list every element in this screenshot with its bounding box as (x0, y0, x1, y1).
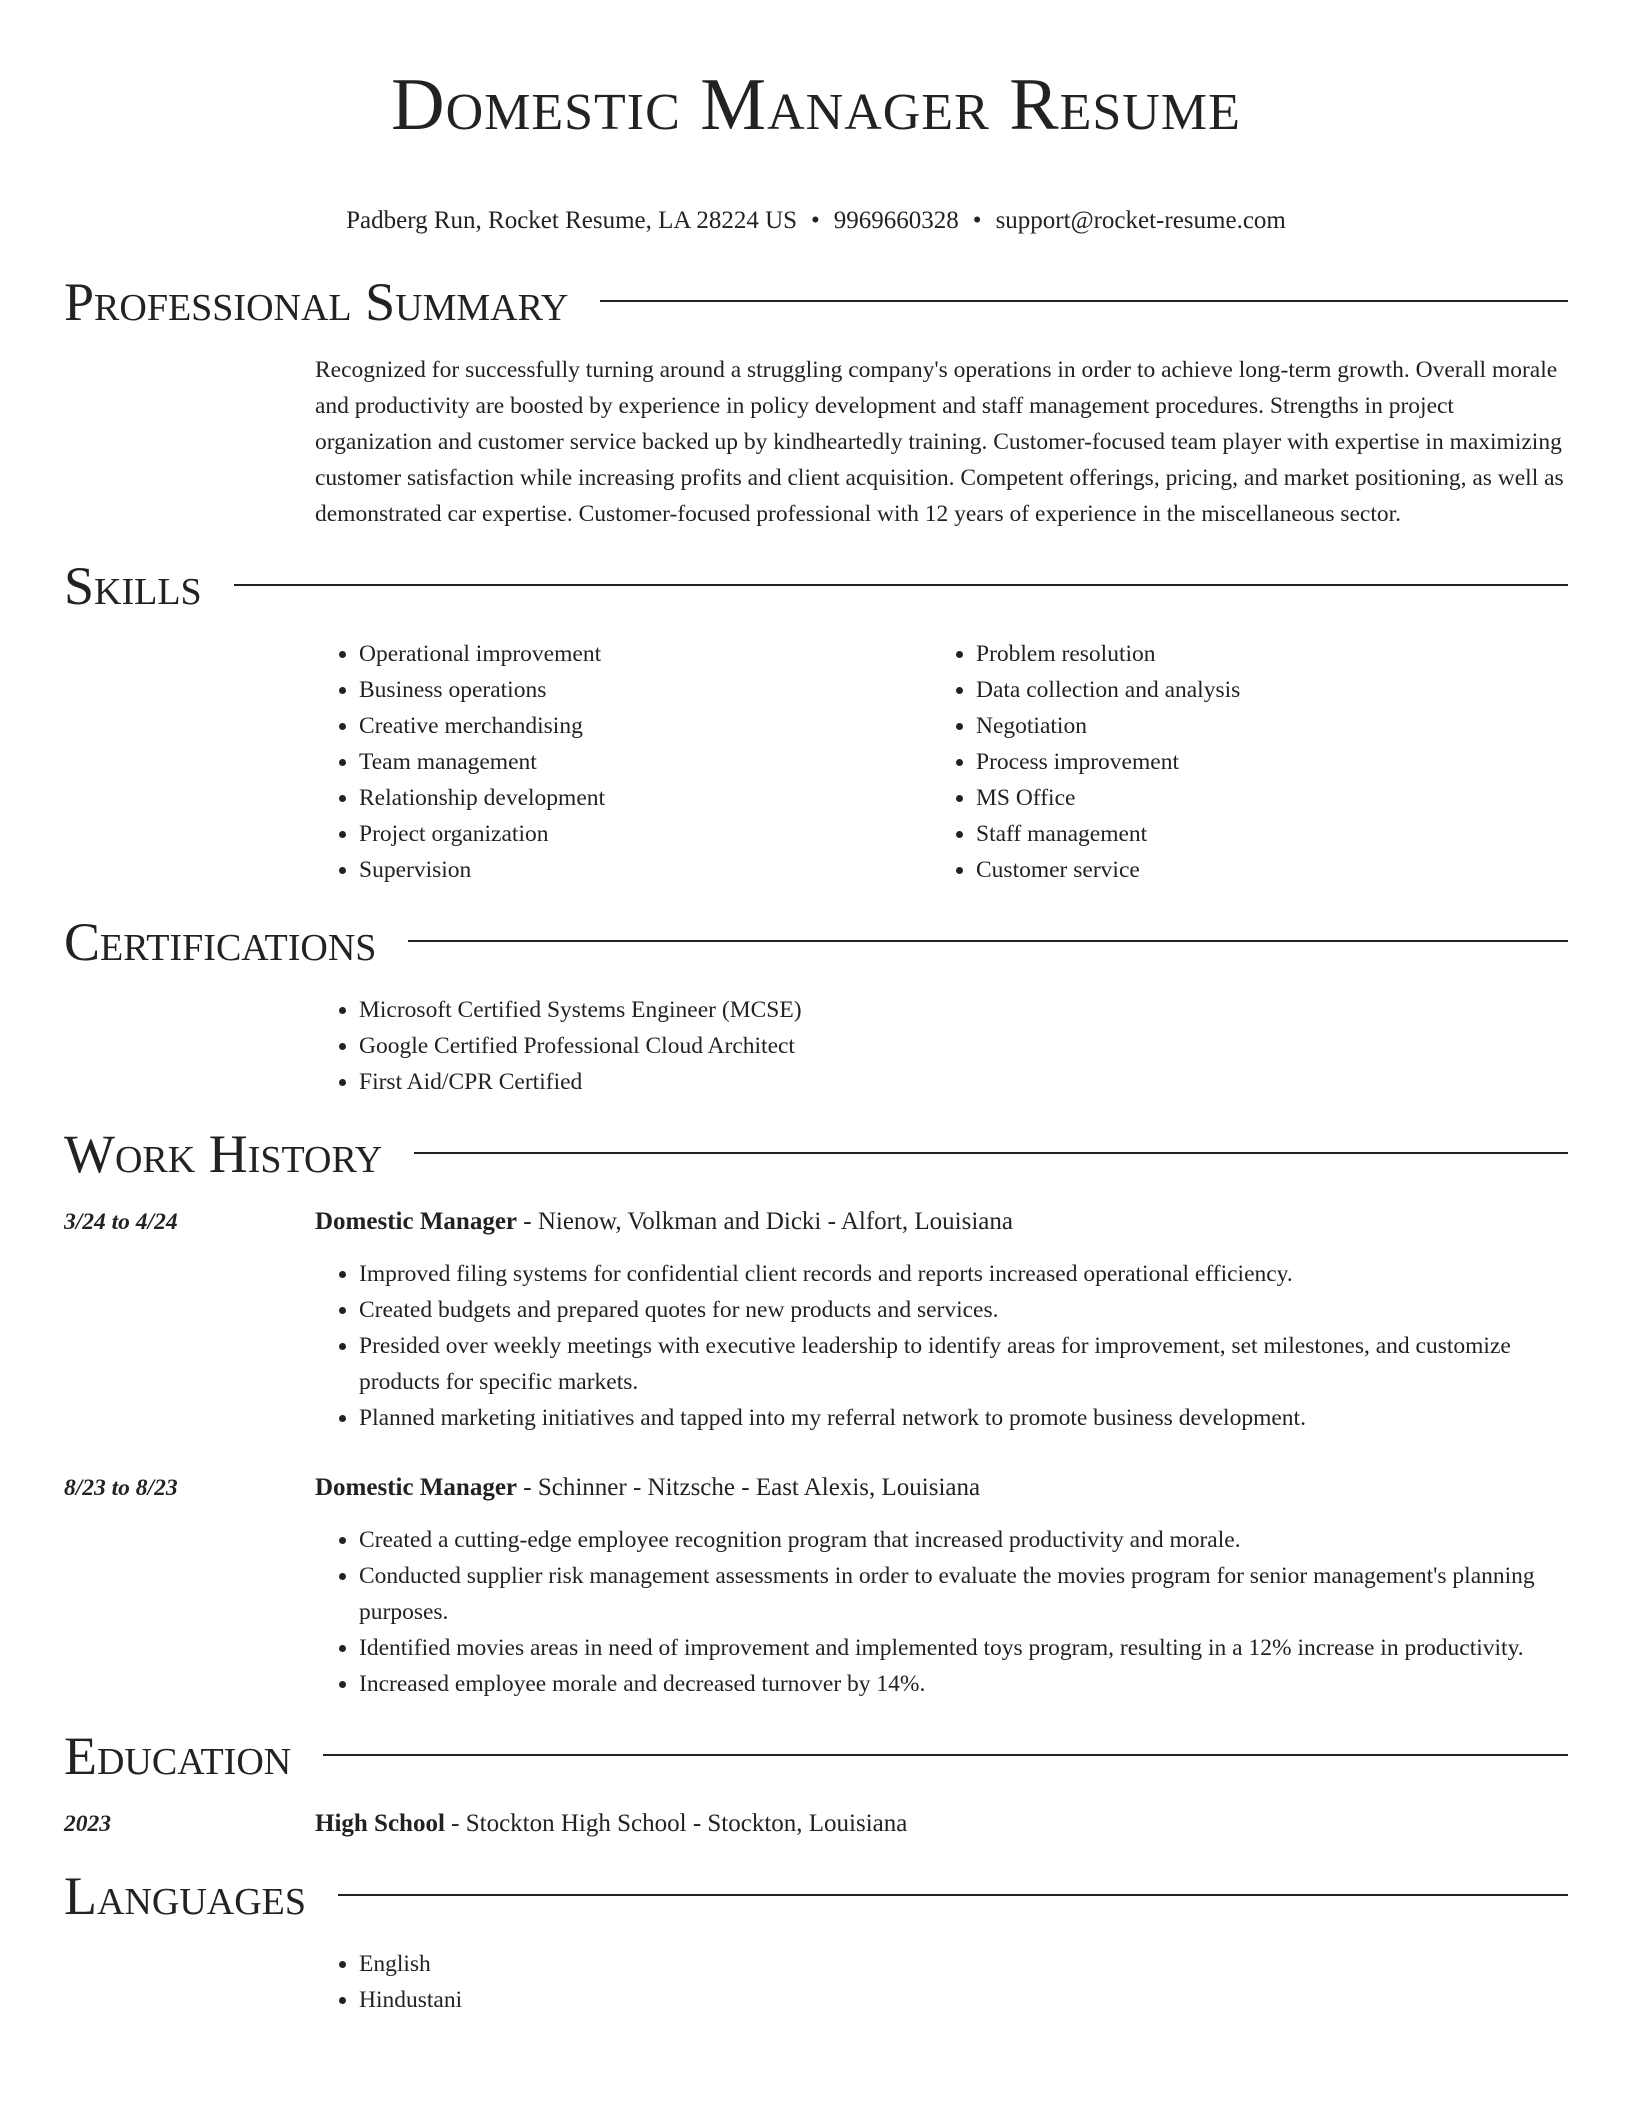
section-divider (414, 1152, 1568, 1154)
job-entry (64, 1204, 1568, 1436)
skills-list-left (315, 636, 932, 888)
education-year: 2023 (64, 1811, 111, 1837)
language-item: • English (359, 1946, 1568, 1982)
work-history-heading-row (64, 1122, 1568, 1186)
skills-list-right (932, 636, 1549, 888)
summary-section (64, 270, 1568, 532)
summary-heading: Professional Summary (64, 272, 569, 332)
work-history-heading: Work History (64, 1124, 383, 1184)
job-details (315, 1470, 1568, 1702)
certifications-body (315, 992, 1568, 1100)
language-item: • Hindustani (359, 1982, 1568, 2018)
skills-columns (315, 636, 1568, 888)
languages-section (64, 1864, 1568, 2018)
section-divider (234, 584, 1568, 586)
skills-section (64, 554, 1568, 888)
certifications-heading-row (64, 910, 1568, 974)
work-history-section (64, 1122, 1568, 1702)
job-bullet: • Created budgets and prepared quotes for new products and services. (359, 1292, 1568, 1328)
contact-separator: • (972, 207, 982, 234)
skill-item: • Supervision (359, 852, 932, 888)
job-employer: - Schinner - Nitzsche - East Alexis, Louisiana (517, 1474, 981, 1501)
skill-item: • MS Office (976, 780, 1549, 816)
skill-item: • Business operations (359, 672, 932, 708)
skill-item: • Data collection and analysis (976, 672, 1549, 708)
skill-item: • Problem resolution (976, 636, 1549, 672)
skill-item: • Team management (359, 744, 932, 780)
certifications-section (64, 910, 1568, 1100)
job-bullet: • Created a cutting-edge employee recognition program that increased productivity and morale. (359, 1522, 1568, 1558)
section-divider (600, 300, 1568, 302)
contact-separator: • (811, 207, 820, 234)
job-bullets (315, 1256, 1568, 1436)
education-school: - Stockton High School - Stockton, Louisiana (444, 1810, 908, 1837)
job-bullet: • Presided over weekly meetings with executive leadership to identify areas for improvement, set milestones, and customize products for specific markets. (359, 1328, 1568, 1400)
languages-body (315, 1946, 1568, 2018)
job-bullet: • Identified movies areas in need of improvement and implemented toys program, resulting in a 12% increase in productivity. (359, 1630, 1568, 1666)
skills-heading: Skills (64, 556, 202, 616)
job-bullet: • Improved filing systems for confidential client records and reports increased operational efficiency. (359, 1256, 1568, 1292)
education-heading: Education (64, 1726, 292, 1786)
skill-item: • Creative merchandising (359, 708, 932, 744)
skill-item: • Negotiation (976, 708, 1549, 744)
job-bullet: • Conducted supplier risk management assessments in order to evaluate the movies program for senior management's planning purposes. (359, 1558, 1568, 1630)
certification-item: • Google Certified Professional Cloud Architect (359, 1028, 1568, 1064)
certification-item: • First Aid/CPR Certified (359, 1064, 1568, 1100)
job-bullet: • Increased employee morale and decreased turnover by 14%. (359, 1666, 1568, 1702)
contact-phone: 9969660328 (833, 207, 959, 234)
section-divider (408, 940, 1568, 942)
education-section (64, 1724, 1568, 1842)
languages-heading-row (64, 1864, 1568, 1928)
job-employer: - Nienow, Volkman and Dicki - Alfort, Louisiana (517, 1208, 1013, 1235)
job-details (315, 1204, 1568, 1436)
certifications-list (315, 992, 1568, 1100)
summary-text: Recognized for successfully turning around a struggling company's operations in order to achieve long-term growth. Overall morale and productivity are boosted by experience in policy development and staff management procedures. Strengths in project organization and customer service backed up by kindheartedly training. Customer-focused team player with expertise in maximizing customer satisfaction while increasing profits and client acquisition. Competent offerings, pricing, and market positioning, as well as demonstrated car expertise. Customer-focused professional with 12 years of experience in the miscellaneous sector. (315, 357, 1564, 527)
job-bullets (315, 1522, 1568, 1702)
languages-heading: Languages (64, 1866, 306, 1926)
summary-heading-row (64, 270, 1568, 334)
section-divider (338, 1894, 1568, 1896)
job-header (315, 1470, 1568, 1506)
skill-item: • Operational improvement (359, 636, 932, 672)
education-degree: High School (315, 1810, 445, 1837)
job-title: Domestic Manager (315, 1208, 518, 1235)
skill-item: • Process improvement (976, 744, 1549, 780)
education-entry (64, 1806, 1568, 1842)
languages-list (315, 1946, 1568, 2018)
contact-email[interactable]: support@rocket-resume.com (995, 207, 1286, 234)
job-header (315, 1204, 1568, 1240)
education-details (315, 1806, 1568, 1842)
certifications-heading: Certifications (64, 912, 377, 972)
contact-address: Padberg Run, Rocket Resume, LA 28224 US (346, 207, 798, 234)
section-divider (323, 1754, 1568, 1756)
skills-heading-row (64, 554, 1568, 618)
document-title: Domestic Manager Resume (391, 64, 1241, 146)
skill-item: • Customer service (976, 852, 1549, 888)
education-heading-row (64, 1724, 1568, 1788)
job-dates: 8/23 to 8/23 (64, 1475, 178, 1501)
skill-item: • Relationship development (359, 780, 932, 816)
job-entry (64, 1470, 1568, 1702)
certification-item: • Microsoft Certified Systems Engineer (MCSE) (359, 992, 1568, 1028)
skill-item: • Project organization (359, 816, 932, 852)
job-title: Domestic Manager (315, 1474, 518, 1501)
skill-item: • Staff management (976, 816, 1549, 852)
job-dates: 3/24 to 4/24 (64, 1209, 178, 1235)
job-bullet: • Planned marketing initiatives and tapped into my referral network to promote business development. (359, 1400, 1568, 1436)
contact-line (64, 206, 1568, 236)
